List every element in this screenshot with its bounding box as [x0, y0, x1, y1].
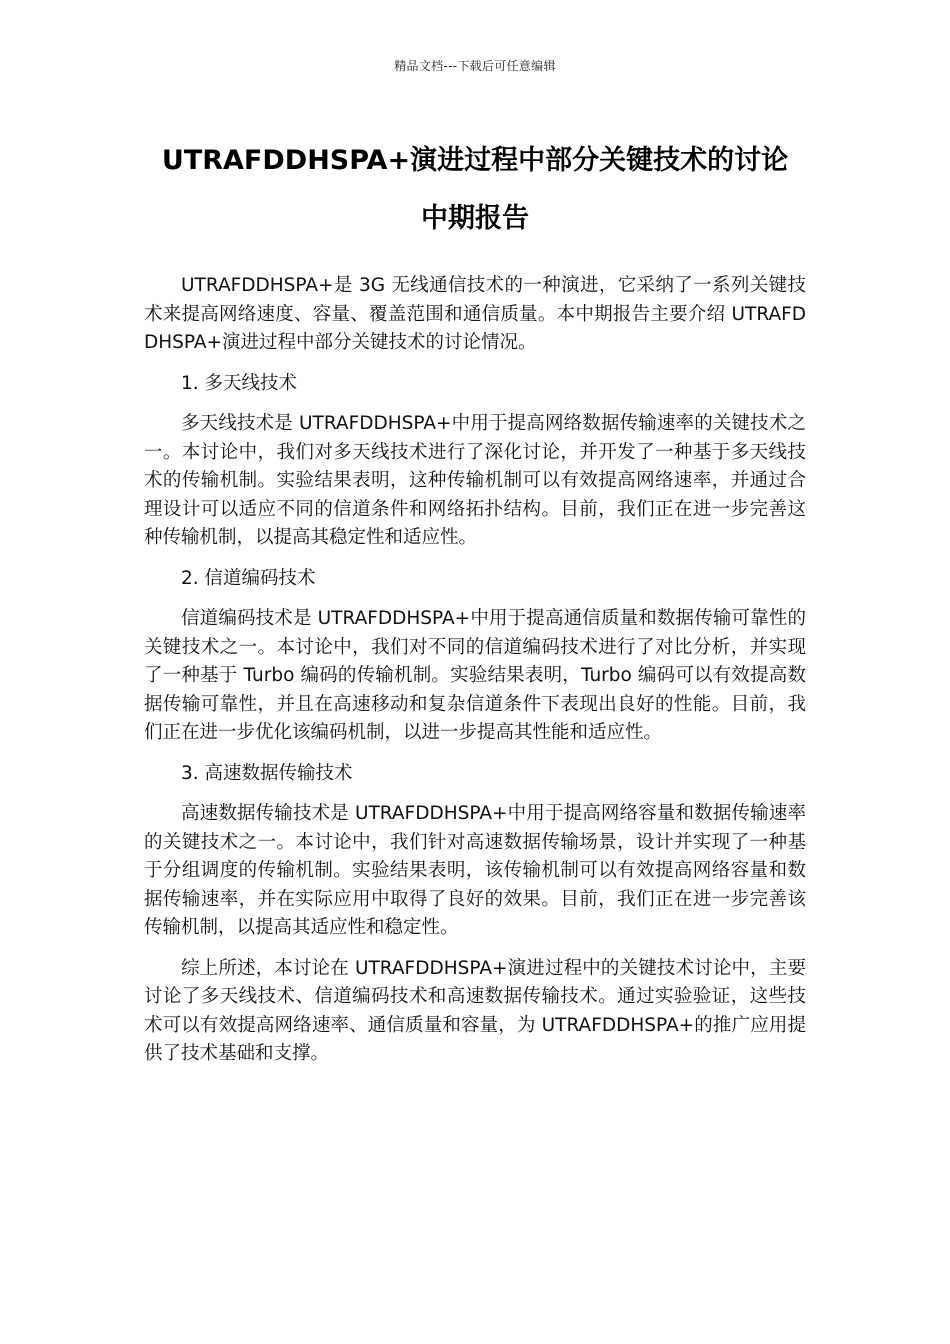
document-body: [144, 272, 806, 1081]
section-heading-high-speed-data: 3. 高速数据传输技术: [181, 762, 353, 784]
section-heading-channel-coding: 2. 信道编码技术: [181, 567, 316, 589]
section-text-channel-coding: 信道编码技术是 UTRAFDDHSPA+中用于提高通信质量和数据传输可靠性的关键技术之一。本讨论中，我们对不同的信道编码技术进行了对比分析，并实现了一种基于 Turbo 编码的传输机制。实验结果表明，Turbo 编码可以有效提高数据传输可靠性，并且在高速移动和复杂信道条件下表现出良好的性能。目前，我们正在进一步优化该编码机制，以进一步提高其性能和适应性。: [144, 608, 806, 743]
section-heading-multi-antenna: 1. 多天线技术: [181, 372, 298, 394]
intro-paragraph: UTRAFDDHSPA+是 3G 无线通信技术的一种演进，它采纳了一系列关键技术来提高网络速度、容量、覆盖范围和通信质量。本中期报告主要介绍 UTRAFDDHSPA+演进过程中部分关键技术的讨论情况。: [144, 275, 806, 353]
conclusion-paragraph: 综上所述，本讨论在 UTRAFDDHSPA+演进过程中的关键技术讨论中，主要讨论了多天线技术、信道编码技术和高速数据传输技术。通过实验验证，这些技术可以有效提高网络速率、通信质量和容量，为 UTRAFDDHSPA+的推广应用提供了技术基础和支撑。: [144, 957, 806, 1064]
title-line-2: 中期报告: [421, 203, 529, 234]
section-text-high-speed-data: 高速数据传输技术是 UTRAFDDHSPA+中用于提高网络容量和数据传输速率的关键技术之一。本讨论中，我们针对高速数据传输场景，设计并实现了一种基于分组调度的传输机制。实验结果表明，该传输机制可以有效提高网络容量和数据传输速率，并在实际应用中取得了良好的效果。目前，我们正在进一步完善该传输机制，以提高其适应性和稳定性。: [144, 803, 806, 938]
section-text-multi-antenna: 多天线技术是 UTRAFDDHSPA+中用于提高网络数据传输速率的关键技术之一。本讨论中，我们对多天线技术进行了深化讨论，并开发了一种基于多天线技术的传输机制。实验结果表明，这种传输机制可以有效提高网络速率，并通过合理设计可以适应不同的信道条件和网络拓扑结构。目前，我们正在进一步完善这种传输机制，以提高其稳定性和适应性。: [144, 413, 806, 548]
header-note: 精品文档---下载后可任意编辑: [394, 59, 556, 73]
document-title: [0, 132, 950, 248]
title-line-1: UTRAFDDHSPA+演进过程中部分关键技术的讨论: [161, 145, 789, 176]
